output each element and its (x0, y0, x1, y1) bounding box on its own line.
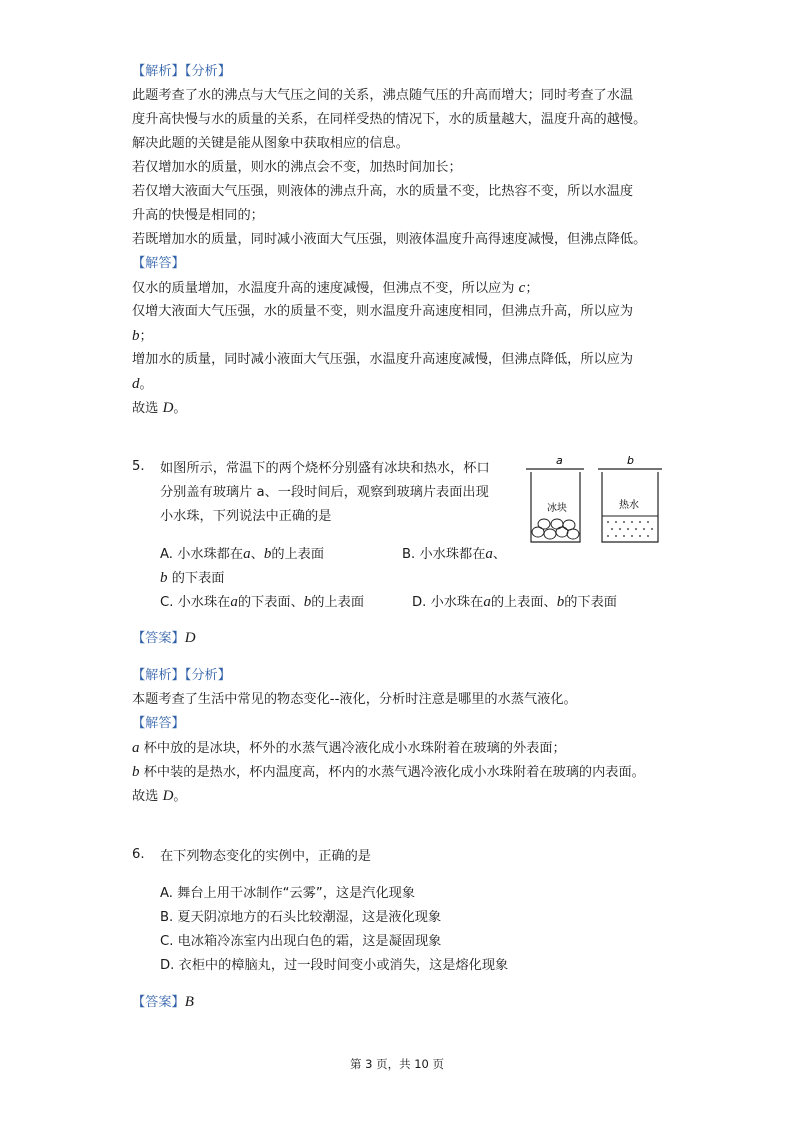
q4-solution-line: 仅水的质量增加，水温度升高的速度减慢，但沸点不变，所以应为 c； (132, 280, 539, 296)
beakers-figure (522, 452, 664, 550)
q6-option-d[interactable]: D. 衣柜中的樟脑丸，过一段时间变小或消失，这是熔化现象 (160, 958, 509, 973)
q6-option-a[interactable]: A. 舞台上用干冰制作“云雾”，这是汽化现象 (160, 886, 416, 901)
ice-label: 冰块 (547, 503, 567, 514)
q4-solution-line: d。 (132, 376, 153, 392)
q4-analysis-line: 度升高快慢与水的质量的关系，在同样受热的情况下，水的质量越大，温度升高的越慢。 (132, 112, 647, 127)
q5-stem-line: 小水珠，下列说法中正确的是 (160, 509, 332, 524)
q4-solution-line: 仅增大液面大气压强，水的质量不变，则水温度升高速度相同，但沸点升高，所以应为 (132, 304, 634, 319)
var-d: d (132, 376, 140, 392)
q4-solution-tag: 【解答】 (132, 256, 185, 271)
q4-solution-line: b； (132, 328, 153, 344)
q5-analysis-line: 本题考查了生活中常见的物态变化--液化，分析时注意是哪里的水蒸气液化。 (132, 692, 577, 707)
question-number: 5. (132, 459, 145, 474)
q5-answer: 【答案】D (132, 630, 196, 646)
q6-option-b[interactable]: B. 夏天阴凉地方的石头比较潮湿，这是液化现象 (160, 910, 442, 925)
q6-answer: 【答案】B (132, 994, 194, 1010)
q4-analysis-line: 若仅增加水的质量，则水的沸点会不变，加热时间加长； (132, 160, 462, 175)
page-footer: 第 3 页，共 10 页 (349, 1057, 445, 1071)
q4-analysis-line: 升高的快慢是相同的； (132, 208, 264, 223)
q5-choose-line: 故选 D。 (132, 788, 187, 804)
q5-stem-line: 如图所示，常温下的两个烧杯分别盛有冰块和热水，杯口 (160, 461, 490, 476)
question-number: 6. (132, 847, 145, 862)
q5-stem-line: 分别盖有玻璃片 a、一段时间后，观察到玻璃片表面出现 (160, 485, 489, 500)
q5-option-a[interactable]: A. 小水珠都在a、b的上表面 (160, 546, 325, 562)
q4-choose-line: 故选 D。 (132, 400, 187, 416)
var-c: c (518, 280, 526, 296)
var-b: b (132, 328, 140, 344)
glass-label-b: b (627, 454, 634, 467)
water-dots (607, 521, 653, 537)
q5-solution-line: a 杯中放的是冰块，杯外的水蒸气遇冷液化成小水珠附着在玻璃的外表面； (132, 740, 566, 756)
q5-analysis-tag: 【解析】【分析】 (132, 668, 231, 683)
q5-option-b[interactable]: B. 小水珠都在a、 (402, 546, 507, 562)
q4-analysis-tag: 【解析】【分析】 (132, 64, 231, 79)
q4-analysis-line: 此题考查了水的沸点与大气压之间的关系，沸点随气压的升高而增大；同时考查了水温 (132, 88, 634, 103)
q5-option-d[interactable]: D. 小水珠在a的上表面、b的下表面 (412, 594, 617, 610)
q6-option-c[interactable]: C. 电冰箱冷冻室内出现白色的霜，这是凝固现象 (160, 934, 442, 949)
q5-option-c[interactable]: C. 小水珠在a的下表面、b的上表面 (160, 594, 365, 610)
q4-analysis-line: 若仅增大液面大气压强，则液体的沸点升高，水的质量不变，比热容不变，所以水温度 (132, 184, 634, 199)
q4-analysis-line: 若既增加水的质量，同时减小液面大气压强，则液体温度升高得速度减慢，但沸点降低。 (132, 232, 647, 247)
q4-analysis-line: 解决此题的关键是能从图象中获取相应的信息。 (132, 136, 409, 151)
ice-cubes (532, 519, 579, 539)
q4-solution-line: 增加水的质量，同时减小液面大气压强，水温度升高速度减慢，但沸点降低，所以应为 (132, 352, 634, 367)
q5-solution-line: b 杯中装的是热水，杯内温度高，杯内的水蒸气遇冷液化成小水珠附着在玻璃的内表面。 (132, 764, 645, 780)
q5-option-b-wrap: b 的下表面 (160, 570, 225, 586)
glass-label-a: a (556, 454, 563, 467)
q5-solution-tag: 【解答】 (132, 716, 185, 731)
hot-water-label: 热水 (619, 500, 639, 511)
q6-stem: 在下列物态变化的实例中，正确的是 (160, 849, 371, 864)
